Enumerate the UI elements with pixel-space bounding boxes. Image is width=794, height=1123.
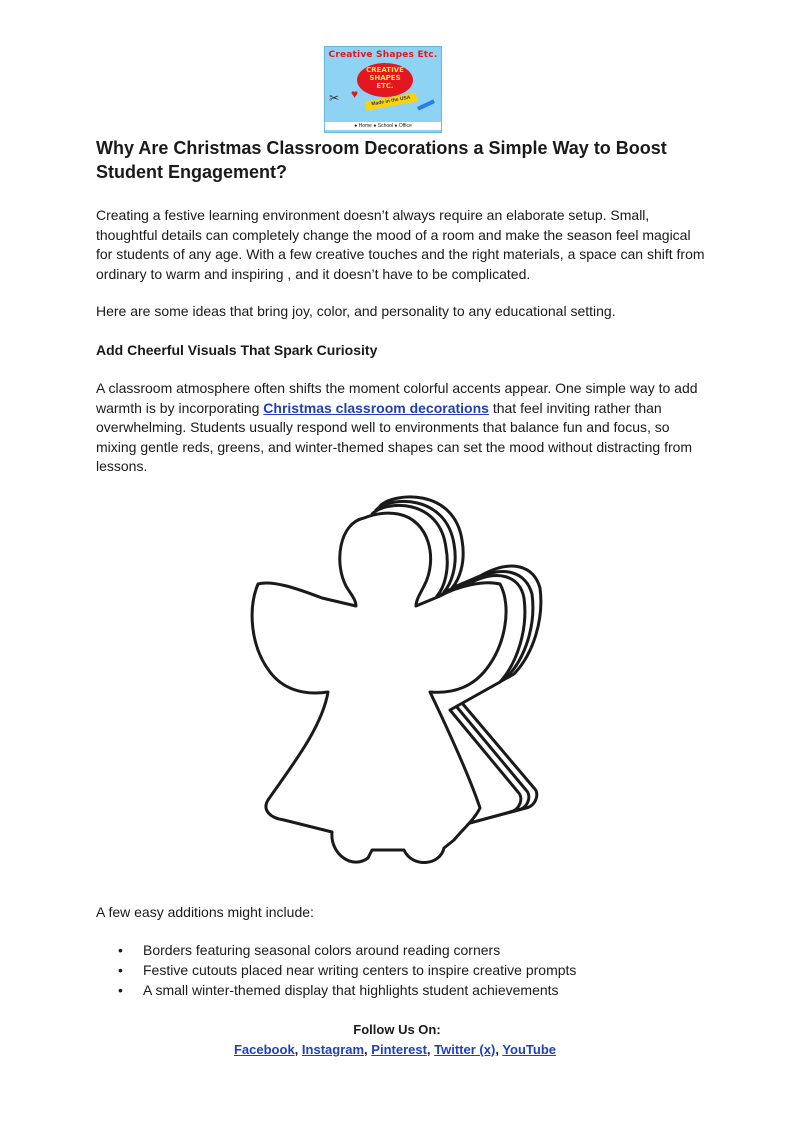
logo-cloud-line-2: SHAPES <box>369 74 401 82</box>
list-item <box>118 980 576 1000</box>
bullet-icon: • <box>118 982 123 998</box>
logo-cloud-line-1: CREATIVE <box>366 66 404 74</box>
logo-top-text: Creative Shapes Etc. <box>328 50 438 60</box>
link-separator: , <box>364 1042 372 1057</box>
brand-logo[interactable] <box>324 46 442 133</box>
intro-paragraph: Creating a festive learning environment doesn’t always require an elaborate setup. Small, thoughtful details can completely change the mood of a room and make the season feel magical for students of any age. With a few creative touches and the right materials, a space can shift from ordinary to warm and inspiring , and it doesn’t have to be complicated. <box>96 207 705 282</box>
list-item-text: Festive cutouts placed near writing centers to inspire creative prompts <box>143 962 577 978</box>
logo-cloud-line-3: ETC. <box>376 82 394 90</box>
scissors-icon: ✂ <box>329 91 340 105</box>
body-text-before-link: A classroom atmosphere often shifts the moment colorful accents appear. One simple way to add warmth is by incorporating <box>96 380 698 416</box>
link-separator: , <box>426 1042 435 1057</box>
christmas-decorations-link[interactable]: Christmas classroom decorations <box>263 399 489 416</box>
heart-icon: ♥ <box>351 87 359 101</box>
twitter-link[interactable]: Twitter (x) <box>434 1042 496 1057</box>
youtube-link[interactable]: YouTube <box>502 1042 556 1057</box>
angel-cutout-illustration <box>244 488 554 880</box>
bullet-icon: • <box>118 962 123 978</box>
list-item-text: Borders featuring seasonal colors around reading corners <box>143 942 501 958</box>
additions-list <box>118 940 576 1000</box>
list-item-text: A small winter-themed display that highlights student achievements <box>143 982 559 998</box>
pencil-icon <box>417 99 435 110</box>
body-paragraph <box>96 379 706 477</box>
ideas-paragraph: Here are some ideas that bring joy, color, and personality to any educational setting. <box>96 303 616 319</box>
logo-bottom-text: ● Home ● School ● Office <box>325 122 441 130</box>
logo-cloud-text <box>357 66 413 90</box>
link-separator: , <box>294 1042 302 1057</box>
facebook-link[interactable]: Facebook <box>233 1042 295 1057</box>
list-item <box>118 960 576 980</box>
additions-intro: A few easy additions might include: <box>96 904 314 920</box>
link-separator: , <box>495 1042 503 1057</box>
pinterest-link[interactable]: Pinterest <box>371 1042 427 1057</box>
logo-ribbon: Made in the USA <box>365 93 418 111</box>
body-text-after-link: that feel inviting rather than overwhelming. Students usually respond well to environments that balance fun and focus, so mixing gentle reds, greens, and winter-themed shapes can set the mood without distracting from lessons. <box>96 399 693 474</box>
follow-us-label: Follow Us On: <box>353 1022 441 1037</box>
section-heading: Add Cheerful Visuals That Spark Curiosity <box>96 342 378 358</box>
page-title: Why Are Christmas Classroom Decorations a Simple Way to Boost Student Engagement? <box>96 138 667 182</box>
instagram-link[interactable]: Instagram <box>301 1042 365 1057</box>
social-links <box>0 1041 790 1059</box>
list-item <box>118 940 576 960</box>
bullet-icon: • <box>118 942 123 958</box>
